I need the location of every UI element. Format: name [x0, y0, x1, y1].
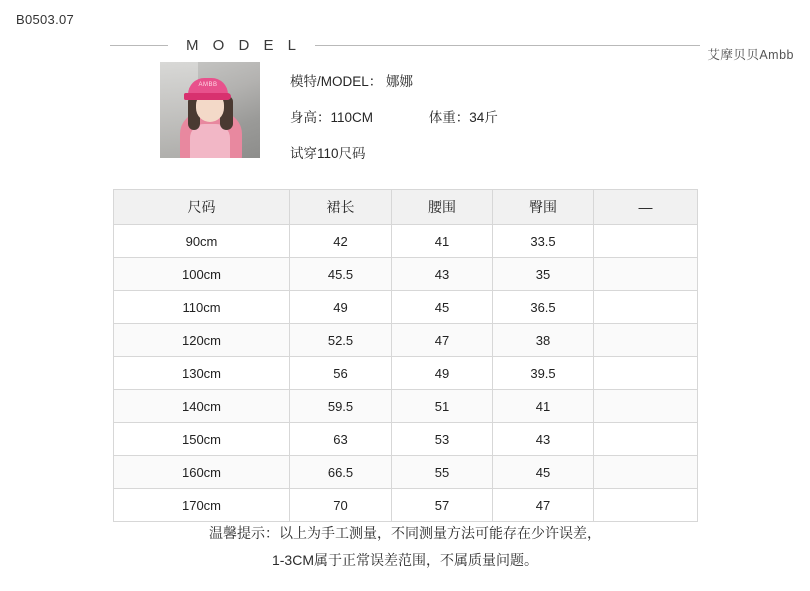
- table-row: [114, 225, 698, 258]
- cell-waist: 49: [392, 357, 493, 390]
- cell-hip: 43: [493, 423, 594, 456]
- column-header-hip: 臀围: [493, 190, 594, 225]
- table-row: [114, 258, 698, 291]
- cell-length: 42: [290, 225, 392, 258]
- cell-extra: [594, 291, 698, 324]
- cell-extra: [594, 390, 698, 423]
- model-info-block: [160, 62, 590, 162]
- cell-extra: [594, 357, 698, 390]
- divider-left: [110, 45, 168, 46]
- size-chart-table: [113, 189, 698, 522]
- cell-waist: 41: [392, 225, 493, 258]
- column-header-extra: —: [594, 190, 698, 225]
- table-header-row: [114, 190, 698, 225]
- cell-extra: [594, 456, 698, 489]
- cell-length: 56: [290, 357, 392, 390]
- model-section-title: M O D E L: [186, 36, 302, 54]
- column-header-length: 裙长: [290, 190, 392, 225]
- model-photo: [160, 62, 260, 158]
- table-row: [114, 489, 698, 522]
- cell-waist: 47: [392, 324, 493, 357]
- cell-extra: [594, 423, 698, 456]
- cell-size: 110cm: [114, 291, 290, 324]
- model-section-header: [110, 34, 700, 56]
- table-row: [114, 357, 698, 390]
- cell-size: 140cm: [114, 390, 290, 423]
- cell-size: 130cm: [114, 357, 290, 390]
- model-measure-line: [290, 106, 590, 126]
- photo-cap-text: AMBB: [198, 82, 218, 88]
- cell-waist: 55: [392, 456, 493, 489]
- cell-length: 66.5: [290, 456, 392, 489]
- cell-size: 170cm: [114, 489, 290, 522]
- cell-hip: 47: [493, 489, 594, 522]
- cell-extra: [594, 324, 698, 357]
- model-details: [290, 70, 590, 178]
- cell-hip: 33.5: [493, 225, 594, 258]
- cell-waist: 51: [392, 390, 493, 423]
- cell-length: 52.5: [290, 324, 392, 357]
- cell-length: 59.5: [290, 390, 392, 423]
- cell-waist: 43: [392, 258, 493, 291]
- column-header-size: 尺码: [114, 190, 290, 225]
- model-weight: 体重：34斤: [428, 110, 498, 125]
- table-row: [114, 291, 698, 324]
- table-row: [114, 324, 698, 357]
- table-row: [114, 390, 698, 423]
- cell-length: 49: [290, 291, 392, 324]
- model-name-line: 模特/MODEL： 娜娜: [290, 74, 414, 89]
- product-code: B0503.07: [16, 12, 75, 27]
- cell-hip: 39.5: [493, 357, 594, 390]
- cell-size: 120cm: [114, 324, 290, 357]
- photo-cap-brim: [184, 93, 231, 100]
- brand-name: 艾摩贝贝Ambb: [707, 48, 794, 62]
- cell-hip: 45: [493, 456, 594, 489]
- cell-hip: 41: [493, 390, 594, 423]
- measurement-note: [0, 520, 810, 574]
- cell-length: 63: [290, 423, 392, 456]
- note-line-1: 温馨提示：以上为手工测量，不同测量方法可能存在少许误差，: [209, 525, 601, 541]
- cell-size: 160cm: [114, 456, 290, 489]
- model-tryon-line: 试穿110尺码: [290, 146, 366, 161]
- cell-size: 90cm: [114, 225, 290, 258]
- cell-waist: 45: [392, 291, 493, 324]
- cell-hip: 35: [493, 258, 594, 291]
- cell-size: 100cm: [114, 258, 290, 291]
- cell-hip: 38: [493, 324, 594, 357]
- model-height: 身高：110CM: [290, 110, 374, 125]
- cell-hip: 36.5: [493, 291, 594, 324]
- note-line-2: 1-3CM属于正常误差范围，不属质量问题。: [271, 552, 538, 568]
- cell-length: 45.5: [290, 258, 392, 291]
- cell-size: 150cm: [114, 423, 290, 456]
- table-row: [114, 423, 698, 456]
- cell-extra: [594, 225, 698, 258]
- column-header-waist: 腰围: [392, 190, 493, 225]
- cell-length: 70: [290, 489, 392, 522]
- cell-waist: 57: [392, 489, 493, 522]
- cell-extra: [594, 489, 698, 522]
- divider-right: [315, 45, 700, 46]
- cell-extra: [594, 258, 698, 291]
- table-row: [114, 456, 698, 489]
- cell-waist: 53: [392, 423, 493, 456]
